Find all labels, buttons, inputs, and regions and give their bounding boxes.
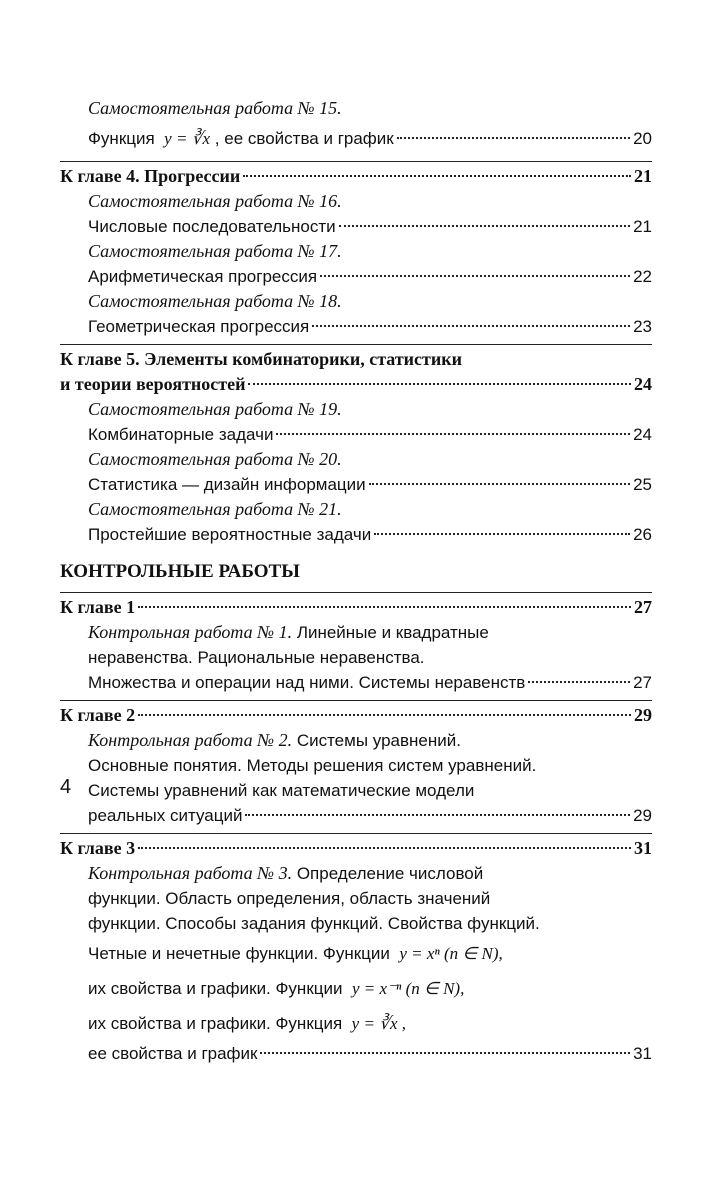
entry-title: Самостоятельная работа № 18. xyxy=(88,291,342,311)
toc-entry-sr20-topic xyxy=(60,472,652,497)
entry-label: Контрольная работа № 2. xyxy=(88,730,293,750)
toc-entry-sr18-topic xyxy=(60,314,652,339)
chapter-title: К главе 3 xyxy=(60,838,136,858)
toc-entry-sr16-title xyxy=(60,189,652,214)
toc-entry-sr21-title xyxy=(60,497,652,522)
page-ref: 24 xyxy=(634,374,652,394)
page-ref: 29 xyxy=(633,806,652,825)
dot-leader xyxy=(397,137,630,139)
toc-control-chapter-3 xyxy=(60,833,652,861)
chapter-title: К главе 4. Прогрессии xyxy=(60,166,241,186)
toc-chapter-4 xyxy=(60,161,652,189)
table-of-contents xyxy=(60,96,652,1066)
dot-leader xyxy=(245,814,630,816)
dot-leader xyxy=(138,714,631,716)
entry-topic: Числовые последовательности xyxy=(88,217,336,236)
page-ref: 27 xyxy=(634,597,652,617)
formula: y = ∛x , xyxy=(351,1014,407,1033)
dot-leader xyxy=(138,606,631,608)
page-ref: 23 xyxy=(633,317,652,336)
page-ref: 24 xyxy=(633,425,652,444)
toc-entry-sr17-title xyxy=(60,239,652,264)
chapter-title: К главе 1 xyxy=(60,597,136,617)
entry-title: Самостоятельная работа № 21. xyxy=(88,499,342,519)
dot-leader xyxy=(374,533,630,535)
page-ref: 21 xyxy=(634,166,652,186)
dot-leader xyxy=(138,847,631,849)
dot-leader xyxy=(369,483,630,485)
page-ref: 26 xyxy=(633,525,652,544)
formula: y = ∛x xyxy=(164,129,211,148)
entry-label: Контрольная работа № 3. xyxy=(88,863,293,883)
dot-leader xyxy=(248,383,631,385)
entry-title: Самостоятельная работа № 20. xyxy=(88,449,342,469)
entry-title: Самостоятельная работа № 16. xyxy=(88,191,342,211)
page-number: 4 xyxy=(60,776,72,798)
toc-entry-sr17-topic xyxy=(60,264,652,289)
page-ref: 27 xyxy=(633,673,652,692)
page-ref: 22 xyxy=(633,267,652,286)
page-ref: 31 xyxy=(633,1044,652,1063)
page-ref: 21 xyxy=(633,217,652,236)
chapter-title: К главе 2 xyxy=(60,705,136,725)
toc-entry-sr19-topic xyxy=(60,422,652,447)
entry-title: Самостоятельная работа № 17. xyxy=(88,241,342,261)
entry-topic: Геометрическая прогрессия xyxy=(88,317,310,336)
page-ref: 20 xyxy=(633,129,652,148)
page-ref: 31 xyxy=(634,838,652,858)
formula: y = xⁿ (n ∈ N), xyxy=(399,944,503,963)
toc-entry-sr15-topic xyxy=(60,121,652,156)
entry-topic: Статистика — дизайн информации xyxy=(88,475,366,494)
dot-leader xyxy=(260,1052,630,1054)
toc-entry-sr16-topic xyxy=(60,214,652,239)
formula: y = x⁻ⁿ (n ∈ N), xyxy=(351,979,465,998)
toc-entry-sr19-title xyxy=(60,397,652,422)
toc-entry-sr18-title xyxy=(60,289,652,314)
dot-leader xyxy=(312,325,630,327)
dot-leader xyxy=(320,275,630,277)
toc-entry-sr20-title xyxy=(60,447,652,472)
toc-entry-kr2: Контрольная работа № 2. Системы уравнений. Основные понятия. Методы решения систем уравнений. Системы уравнений как математические модели реальных ситуаций 29 xyxy=(60,728,652,828)
dot-leader xyxy=(276,433,630,435)
dot-leader xyxy=(243,175,631,177)
chapter-title-cont: и теории вероятностей xyxy=(60,374,246,394)
section-title: КОНТРОЛЬНЫЕ РАБОТЫ xyxy=(60,561,300,582)
page-ref: 25 xyxy=(633,475,652,494)
dot-leader xyxy=(528,681,630,683)
entry-topic: Арифметическая прогрессия xyxy=(88,267,318,286)
chapter-title: К главе 5. Элементы комбинаторики, статистики xyxy=(60,349,462,369)
entry-label: Контрольная работа № 1. xyxy=(88,622,293,642)
toc-entry-kr3: Контрольная работа № 3. Определение числовой функции. Область определения, область значений функции. Способы задания функций. Свойства функций. Четные и нечетные функции. Функции y = xⁿ (n ∈ N), их свойства и графики. Функции y = x⁻ⁿ (n ∈ N), их свойства и графики. Функция y = ∛x , ее свойства и график 31 xyxy=(60,861,652,1066)
toc-control-chapter-1 xyxy=(60,592,652,620)
toc-entry-kr1: Контрольная работа № 1. Линейные и квадратные неравенства. Рациональные неравенства. Множества и операции над ними. Системы неравенств 27 xyxy=(60,620,652,695)
page-ref: 29 xyxy=(634,705,652,725)
toc-control-chapter-2 xyxy=(60,700,652,728)
dot-leader xyxy=(339,225,630,227)
entry-topic: Комбинаторные задачи xyxy=(88,425,274,444)
toc-entry-sr21-topic xyxy=(60,522,652,547)
entry-topic: Простейшие вероятностные задачи xyxy=(88,525,372,544)
entry-title: Самостоятельная работа № 15. xyxy=(88,98,342,118)
entry-topic: Функция y = ∛x , ее свойства и график xyxy=(88,129,394,148)
toc-entry-sr15-title xyxy=(60,96,652,121)
entry-title: Самостоятельная работа № 19. xyxy=(88,399,342,419)
toc-chapter-5 xyxy=(60,344,652,397)
